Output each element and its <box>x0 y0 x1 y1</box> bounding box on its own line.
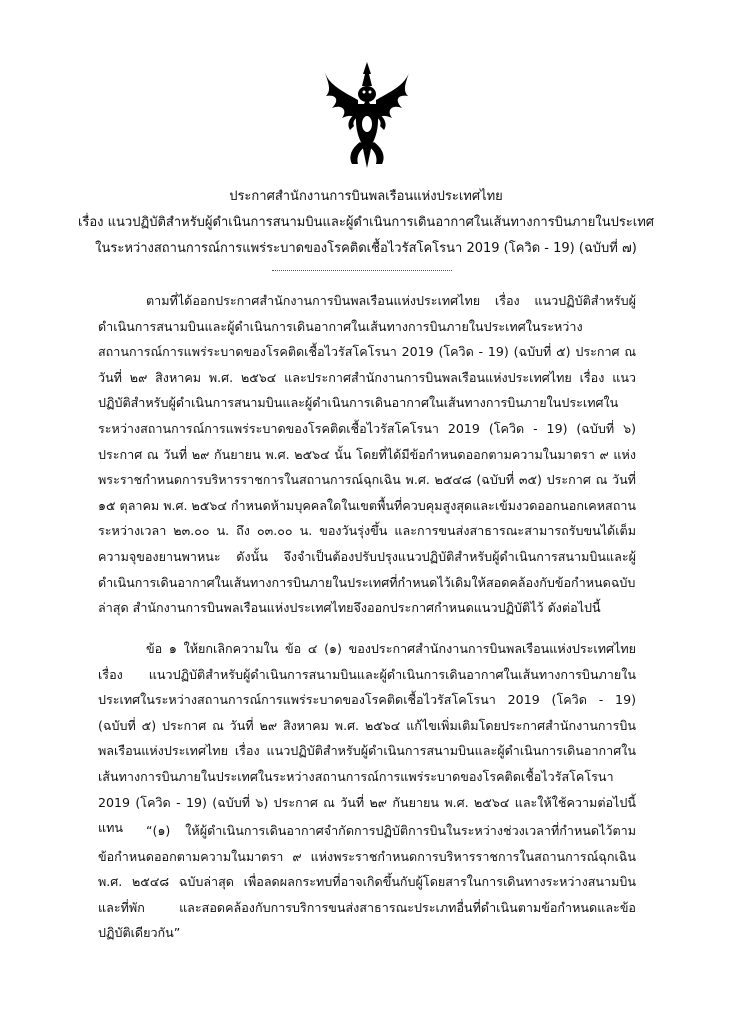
paragraph-clause-1: ข้อ ๑ ให้ยกเลิกความใน ข้อ ๔ (๑) ของประกาศสำนักงานการบินพลเรือนแห่งประเทศไทย เรื่อง แนวปฏิบัติสำหรับผู้ดำเนินการสนามบินและผู้ดำเนินการเดินอากาศในเส้นทางการบินภายในประเทศในระหว่างสถานการณ์การแพร่ระบาดของโรคติดเชื้อไวรัสโคโรนา 2019 (โควิด - 19) (ฉบับที่ ๕) ประกาศ ณ วันที่ ๒๙ สิงหาคม พ.ศ. ๒๕๖๔ แก้ไขเพิ่มเติมโดยประกาศสำนักงานการบินพลเรือนแห่งประเทศไทย เรื่อง แนวปฏิบัติสำหรับผู้ดำเนินการสนามบินและผู้ดำเนินการเดินอากาศในเส้นทางการบินภายในประเทศในระหว่างสถานการณ์การแพร่ระบาดของโรคติดเชื้อไวรัสโคโรนา 2019 (โควิด - 19) (ฉบับที่ ๖) ประกาศ ณ วันที่ ๒๙ กันยายน พ.ศ. ๒๕๖๔ และให้ใช้ความต่อไปนี้แทน <box>98 641 636 836</box>
separator-line <box>272 270 452 271</box>
paragraph-quoted-clause: “(๑) ให้ผู้ดำเนินการเดินอากาศจำกัดการปฏิบัติการบินในระหว่างช่วงเวลาที่กำหนดไว้ตามข้อกำหนดออกตามความในมาตรา ๙ แห่งพระราชกำหนดการบริหารราชการในสถานการณ์ฉุกเฉิน พ.ศ. ๒๕๔๘ ฉบับล่าสุด เพื่อลดผลกระทบที่อาจเกิดขึ้นกับผู้โดยสารในการเดินทางระหว่างสนามบินและที่พัก และสอดคล้องกับการบริการขนส่งสาธารณะประเภทอื่นที่ดำเนินตามข้อกำหนดและข้อปฏิบัติเดียวกัน” <box>98 823 636 941</box>
announcement-title: ประกาศสำนักงานการบินพลเรือนแห่งประเทศไทย <box>229 189 503 204</box>
paragraph-preamble: ตามที่ได้ออกประกาศสำนักงานการบินพลเรือนแห่งประเทศไทย เรื่อง แนวปฏิบัติสำหรับผู้ดำเนินการสนามบินและผู้ดำเนินการเดินอากาศในเส้นทางการบินภายในประเทศในระหว่างสถานการณ์การแพร่ระบาดของโรคติดเชื้อไวรัสโคโรนา 2019 (โควิด - 19) (ฉบับที่ ๕) ประกาศ ณ วันที่ ๒๙ สิงหาคม พ.ศ. ๒๕๖๔ และประกาศสำนักงานการบินพลเรือนแห่งประเทศไทย เรื่อง แนวปฏิบัติสำหรับผู้ดำเนินการสนามบินและผู้ดำเนินการเดินอากาศในเส้นทางการบินภายในประเทศในระหว่างสถานการณ์การแพร่ระบาดของโรคติดเชื้อไวรัสโคโรนา 2019 (โควิด - 19) (ฉบับที่ ๖) ประกาศ ณ วันที่ ๒๙ กันยายน พ.ศ. ๒๕๖๔ นั้น โดยที่ได้มีข้อกำหนดออกตามความในมาตรา ๙ แห่งพระราชกำหนดการบริหารราชการในสถานการณ์ฉุกเฉิน พ.ศ. ๒๕๔๘ (ฉบับที่ ๓๕) ประกาศ ณ วันที่ ๑๕ ตุลาคม พ.ศ. ๒๕๖๔ กำหนดห้ามบุคคลใดในเขตพื้นที่ควบคุมสูงสุดและเข้มงวดออกนอกเคหสถานระหว่างเวลา ๒๓.๐๐ น. ถึง ๐๓.๐๐ น. ของวันรุ่งขึ้น และการขนส่งสาธารณะสามารถรับขนได้เต็มความจุของยานพาหนะ ดังนั้น จึงจำเป็นต้องปรับปรุงแนวปฏิบัติสำหรับผู้ดำเนินการสนามบินและผู้ดำเนินการเดินอากาศในเส้นทางการบินภายในประเทศที่กำหนดไว้เดิมให้สอดคล้องกับข้อกำหนดฉบับล่าสุด สำนักงานการบินพลเรือนแห่งประเทศไทยจึงออกประกาศกำหนดแนวปฏิบัติไว้ ดังต่อไปนี้ <box>98 293 637 616</box>
garuda-emblem-icon <box>322 60 412 170</box>
announcement-subject: เรื่อง แนวปฏิบัติสำหรับผู้ดำเนินการสนามบินและผู้ดำเนินการเดินอากาศในเส้นทางการบินภายในประเทศ <box>77 215 655 230</box>
announcement-subject-continued: ในระหว่างสถานการณ์การแพร่ระบาดของโรคติดเชื้อไวรัสโคโรนา 2019 (โควิด - 19) (ฉบับที่ ๗) <box>95 241 637 256</box>
